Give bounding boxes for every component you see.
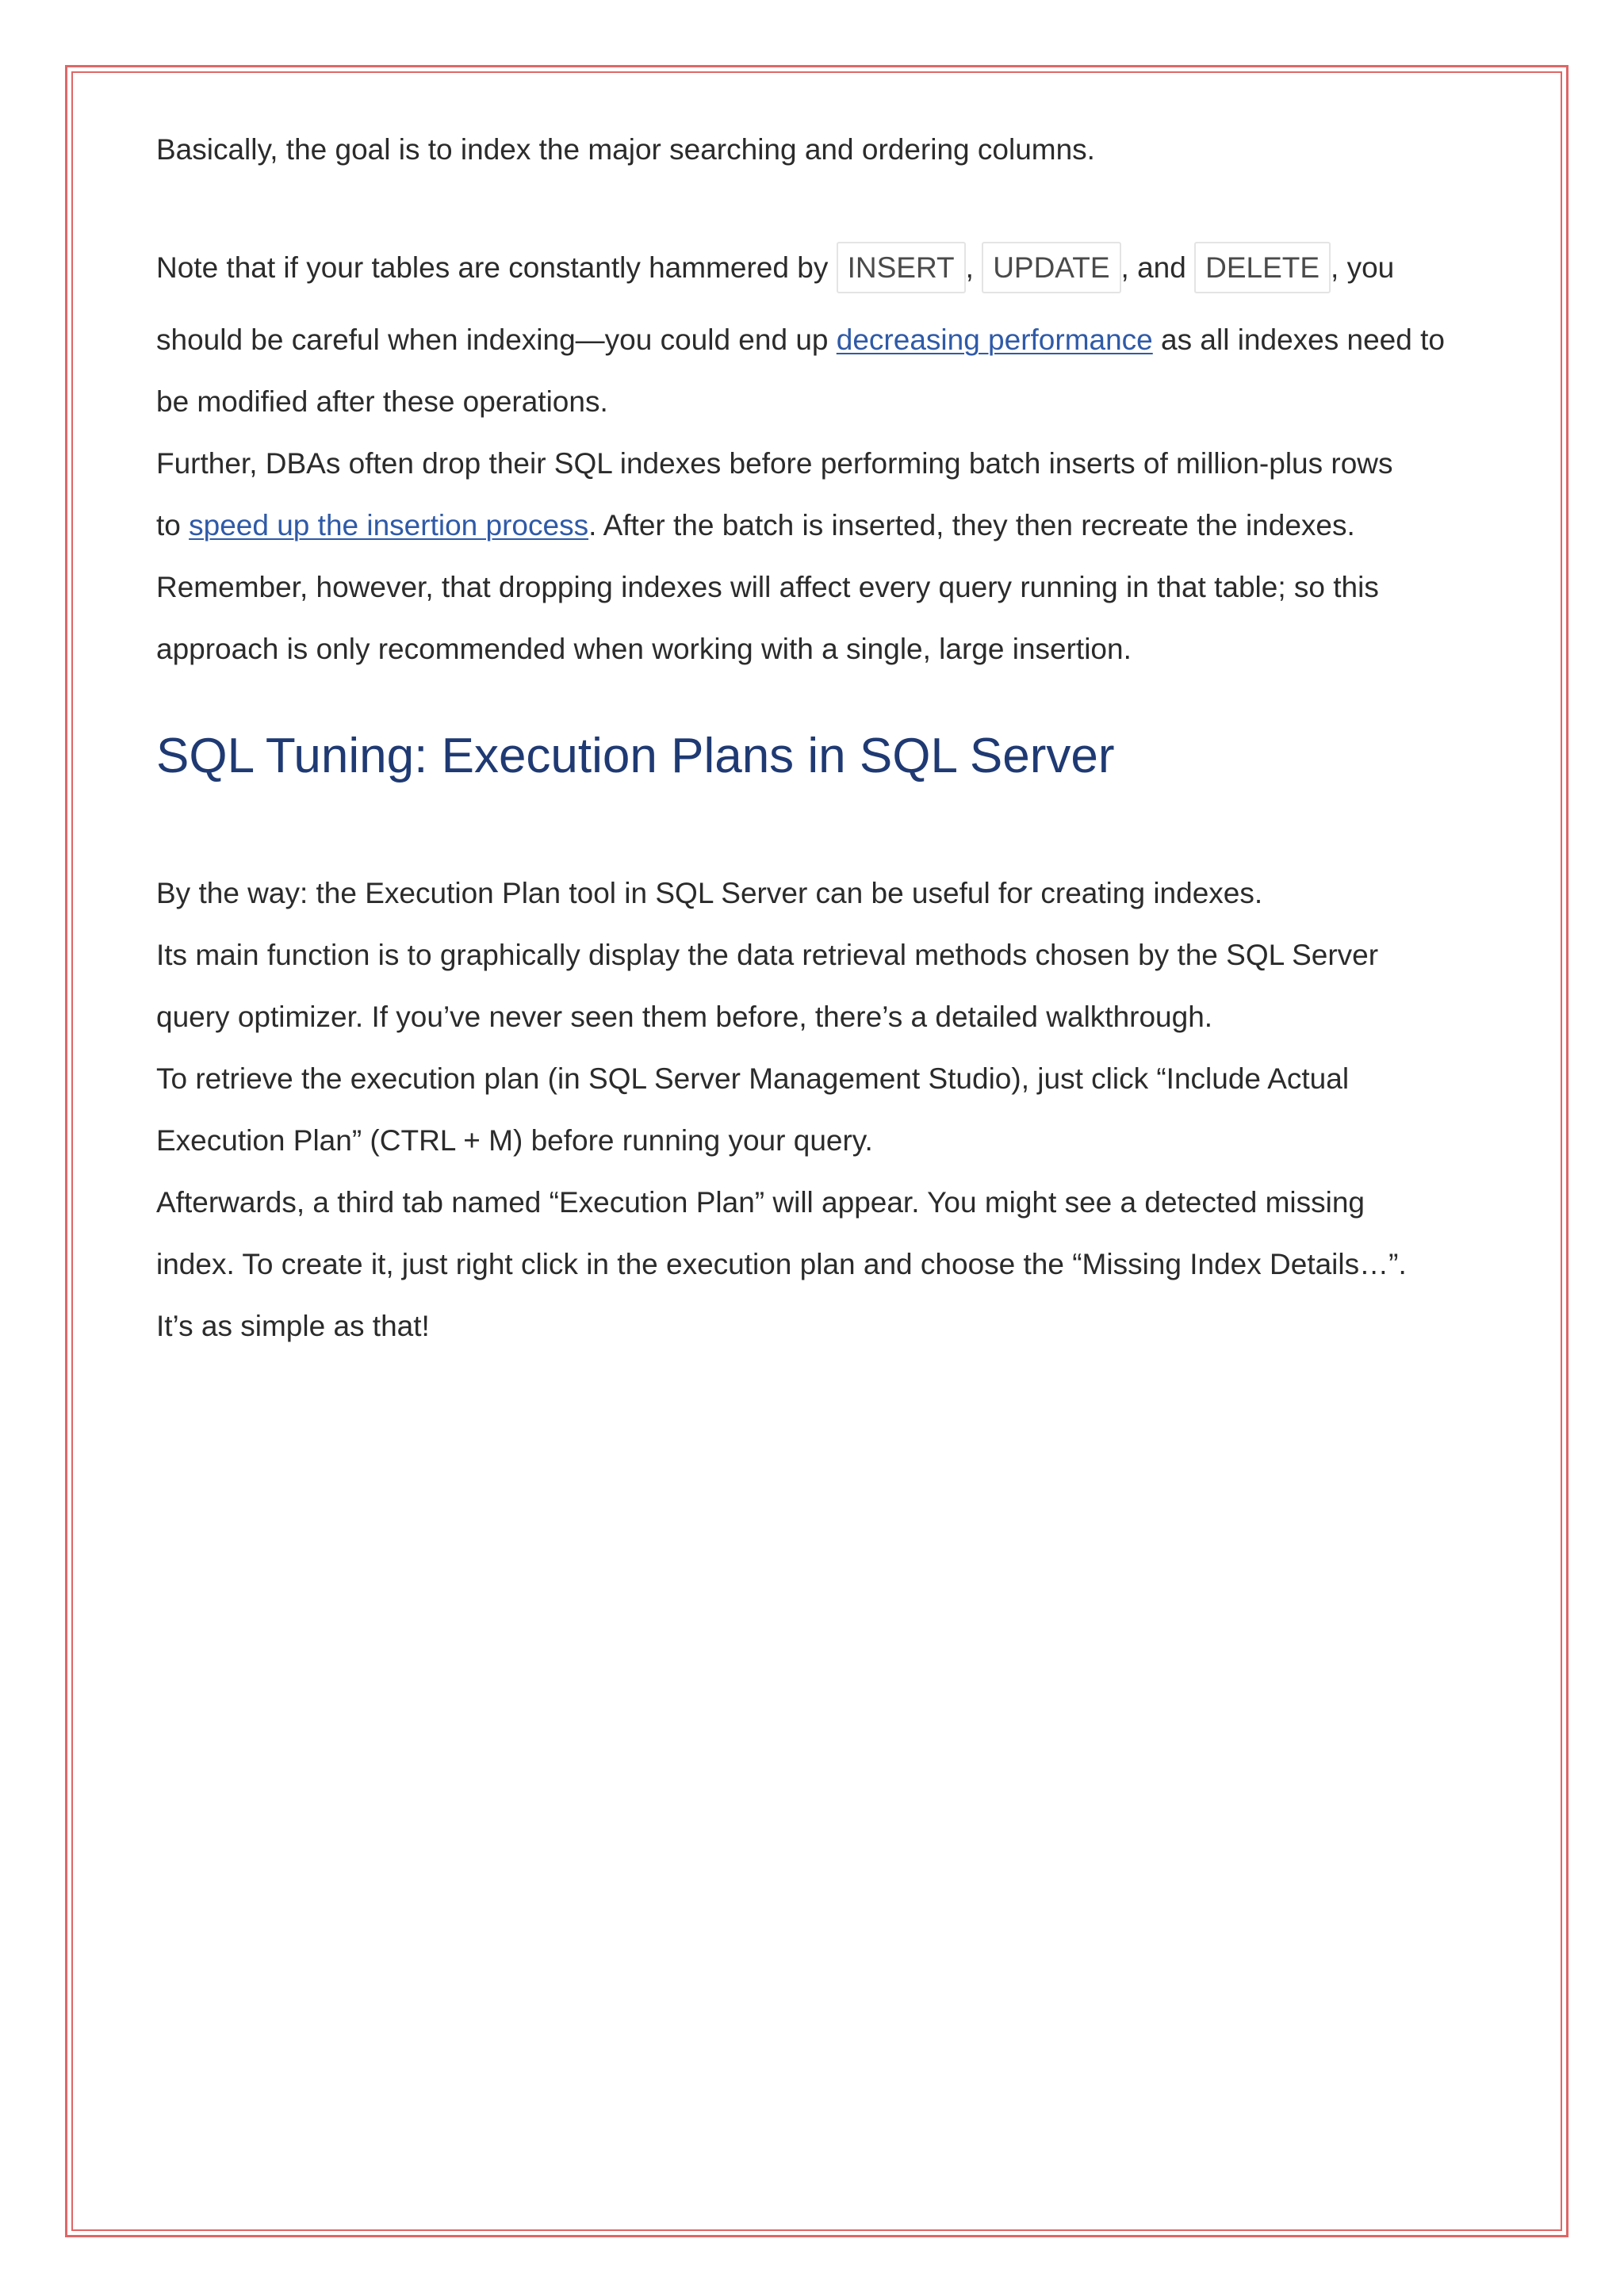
text-span: ,	[965, 251, 982, 284]
text-span: as all indexes need to	[1152, 323, 1445, 356]
text-line: approach is only recommended when working with a single, large insertion.	[156, 633, 1132, 665]
paragraph-indexing-caution	[156, 236, 1504, 433]
text-line: Further, DBAs often drop their SQL indexes before performing batch inserts of million-plus rows	[156, 447, 1393, 480]
code-insert: INSERT	[837, 242, 966, 293]
link-decreasing-performance[interactable]: decreasing performance	[836, 323, 1153, 356]
text-span: should be careful when indexing—you could end up	[156, 323, 837, 356]
heading-spacer	[156, 680, 1504, 725]
text-line: By the way: the Execution Plan tool in SQL Server can be useful for creating indexes.	[156, 877, 1263, 909]
text-line: To retrieve the execution plan (in SQL Server Management Studio), just click “Include Actual	[156, 1062, 1350, 1095]
text-line: Basically, the goal is to index the major searching and ordering columns.	[156, 133, 1095, 166]
paragraph-spacer	[156, 181, 1504, 236]
paragraph-batch-inserts	[156, 433, 1504, 680]
text-line: query optimizer. If you’ve never seen them before, there’s a detailed walkthrough.	[156, 1001, 1213, 1033]
text-line	[156, 236, 1504, 300]
text-line	[156, 309, 1504, 371]
text-line: index. To create it, just right click in the execution plan and choose the “Missing Index Details…”.	[156, 1248, 1407, 1280]
text-span: , you	[1331, 251, 1395, 284]
text-span: , and	[1120, 251, 1195, 284]
text-span: . After the batch is inserted, they then recreate the indexes.	[588, 509, 1355, 541]
heading-spacer	[156, 788, 1504, 863]
text-line: Afterwards, a third tab named “Execution Plan” will appear. You might see a detected missing	[156, 1186, 1365, 1219]
section-heading: SQL Tuning: Execution Plans in SQL Server	[156, 729, 1115, 783]
text-line: Remember, however, that dropping indexes will affect every query running in that table; so this	[156, 571, 1379, 603]
text-span: Note that if your tables are constantly hammered by	[156, 251, 837, 284]
paragraph-goal	[156, 119, 1504, 181]
text-span: to	[156, 509, 190, 541]
code-update: UPDATE	[982, 242, 1120, 293]
document-content	[156, 119, 1504, 1357]
text-line: It’s as simple as that!	[156, 1310, 430, 1342]
paragraph-execution-plan	[156, 863, 1504, 1357]
text-line: be modified after these operations.	[156, 385, 608, 418]
text-line: Its main function is to graphically display the data retrieval methods chosen by the SQL Server	[156, 939, 1379, 971]
link-speed-up-insertion[interactable]: speed up the insertion process	[189, 509, 589, 541]
code-delete: DELETE	[1194, 242, 1331, 293]
text-line	[156, 495, 1504, 557]
text-line: Execution Plan” (CTRL + M) before running your query.	[156, 1124, 873, 1157]
